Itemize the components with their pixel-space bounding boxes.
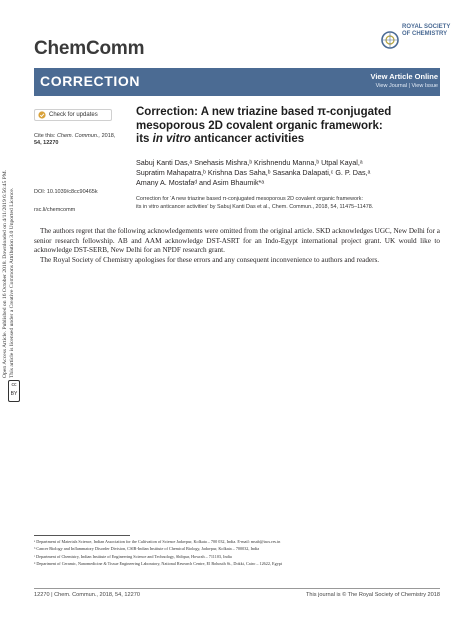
update-check-icon bbox=[38, 111, 46, 119]
footer-divider bbox=[34, 588, 440, 589]
view-journal-issue-links[interactable]: View Journal | View Issue bbox=[375, 83, 438, 89]
footnote: ᶜ Department of Chemistry, Indian Institute of Engineering Science and Technology, Shibpur, Howrah – 711103, India bbox=[34, 553, 232, 559]
article-title: Correction: A new triazine based π-conjugated mesoporous 2D covalent organic framework: its in vitro anticancer activities bbox=[136, 106, 392, 145]
footnote: ᵃ Department of Materials Science, Indian Association for the Cultivation of Science Jadavpur, Kolkata – 700 032, India. E-mail: msab@iacs.res.in bbox=[34, 539, 281, 544]
view-article-online-link[interactable]: View Article Online bbox=[370, 72, 438, 81]
open-access-notice: Open Access Article. Published on 16 October 2018. Downloaded on 4/11/2019 6:56:45 PM. This article is licensed under a Creative Commons Attribution 3.0 Unported Licence. bbox=[2, 169, 15, 378]
article-body bbox=[34, 227, 440, 265]
correction-reference: Correction for ‘A new triazine based π-conjugated mesoporous 2D covalent organic framework: its in vitro anticancer activities’ by Sabuj Kanti Das et al., Chem. Commun., 2018, 54, 11475–11478. bbox=[136, 196, 374, 210]
article-type-label: CORRECTION bbox=[40, 73, 141, 89]
check-for-updates-label: Check for updates bbox=[49, 112, 98, 118]
citation: Cite this: Chem. Commun., 2018, 54, 12270 bbox=[34, 133, 116, 146]
cc-license-icon: cc BY bbox=[8, 380, 20, 402]
doi[interactable]: DOI: 10.1039/c8cc90465k bbox=[34, 189, 98, 195]
journal-site-link[interactable]: rsc.li/chemcomm bbox=[34, 207, 76, 213]
logo-wordmark: ROYAL SOCIETY OF CHEMISTRY bbox=[402, 24, 451, 37]
body-paragraph: The authors regret that the following acknowledgements were omitted from the original article. SKD acknowledges UGC, New Delhi for a senior research fellowship. AB and AAM acknowledge DST-ASRT for an Indo-Egypt international project grant. UK would like to acknowledge DST-SERB, New Delhi for an NPDF research grant. bbox=[34, 227, 440, 255]
page-footer-left: 12270 | Chem. Commun., 2018, 54, 12270 bbox=[34, 592, 140, 598]
page-footer-right: This journal is © The Royal Society of Chemistry 2018 bbox=[306, 592, 440, 598]
check-for-updates-button[interactable] bbox=[34, 109, 112, 121]
footnote: ᵇ Cancer Biology and Inflammatory Disorder Division, CSIR-Indian Institute of Chemical Biology, Jadavpur, Kolkata – 700032, India bbox=[34, 546, 260, 552]
author-list: Sabuj Kanti Das,ᵃ Snehasis Mishra,ᵇ Krishnendu Manna,ᵇ Utpal Kayal,ᵃ Supratim Mahapatra,ᵇ Krishna Das Saha,ᵇ Sasanka Dalapati,ᶜ G. P. Das,ᵃ Amany A. Mostafaᵈ and Asim Bhaumik*ᵃ bbox=[136, 158, 371, 187]
footnote-divider bbox=[34, 535, 130, 536]
affiliation-footnotes bbox=[34, 538, 440, 568]
body-paragraph: The Royal Society of Chemistry apologises for these errors and any consequent inconvenience to authors and readers. bbox=[40, 255, 380, 264]
journal-title: ChemComm bbox=[34, 38, 145, 59]
footnote: ᵈ Department of Ceramic, Nanomedicine & Tissue Engineering Laboratory, National Research Centre, El Bohouth St., Dokki, Cairo – 12622, Egypt bbox=[34, 561, 283, 567]
